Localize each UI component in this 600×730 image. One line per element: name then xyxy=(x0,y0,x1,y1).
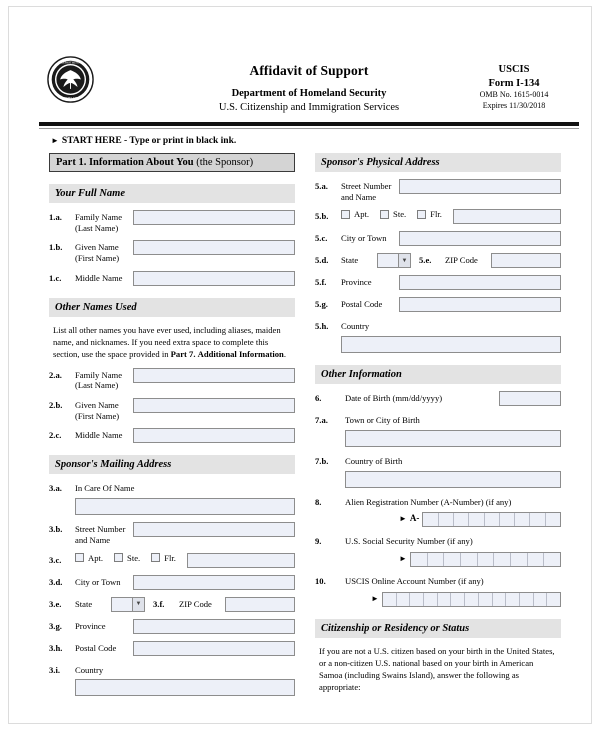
comb-cell[interactable] xyxy=(454,513,469,526)
field-row-3g xyxy=(49,619,295,634)
title-block xyxy=(159,63,459,113)
comb-cell[interactable] xyxy=(515,513,530,526)
section-label: Your Full Name xyxy=(55,188,126,199)
field-row-5b xyxy=(315,209,561,224)
item-number-5a: 5.a. xyxy=(315,181,328,191)
form-header xyxy=(9,7,591,113)
label-line-1: Family Name xyxy=(75,369,123,380)
other-names-instruction xyxy=(53,324,291,361)
label-city-5c: City or Town xyxy=(341,233,387,244)
item-number-10: 10. xyxy=(315,576,326,587)
triangle-icon: ► xyxy=(371,593,379,603)
item-number-3a: 3.a. xyxy=(49,483,62,494)
comb-cell[interactable] xyxy=(500,513,515,526)
comb-cell[interactable] xyxy=(534,593,548,606)
department-name: Department of Homeland Security xyxy=(231,88,387,99)
comb-cell[interactable] xyxy=(410,593,424,606)
item-number-1b: 1.b. xyxy=(49,242,63,253)
label-date-of-birth-6: Date of Birth (mm/dd/yyyy) xyxy=(345,393,443,404)
right-column xyxy=(315,153,561,696)
omb-number: OMB No. 1615-0014 xyxy=(479,90,549,100)
section-citizenship-status xyxy=(315,619,561,638)
input-ssn-9[interactable] xyxy=(410,552,561,567)
label-family-name-2a xyxy=(75,368,133,391)
checkbox-group-apt-5b[interactable] xyxy=(341,209,369,219)
triangle-icon: ► xyxy=(51,136,59,145)
section-label: Other Information xyxy=(321,369,402,381)
header-divider xyxy=(39,122,579,126)
page-title: Affidavit of Support xyxy=(249,63,369,78)
comb-cell[interactable] xyxy=(485,513,500,526)
item-number-3e: 3.e. xyxy=(49,598,62,609)
triangle-icon: ► xyxy=(399,514,407,524)
select-state-5d[interactable] xyxy=(377,253,411,268)
input-zip-3f[interactable] xyxy=(225,597,295,612)
dhs-seal-icon xyxy=(47,56,94,103)
section-other-names-used xyxy=(49,298,295,317)
expiration-date: Expires 11/30/2018 xyxy=(482,100,546,110)
label-given-name-1b xyxy=(75,240,133,263)
input-middle-name-2c[interactable] xyxy=(133,428,295,443)
input-zip-5e[interactable] xyxy=(491,253,561,268)
section-sponsors-physical-address xyxy=(315,153,561,172)
comb-cell[interactable] xyxy=(383,593,397,606)
checkbox-group-ste-5b[interactable] xyxy=(380,209,406,219)
comb-cell[interactable] xyxy=(546,513,560,526)
field-row-3e-3f xyxy=(49,597,295,612)
checkbox-group-flr-5b[interactable] xyxy=(417,209,442,219)
item-number-3c: 3.c. xyxy=(49,554,62,565)
input-town-of-birth-7a[interactable] xyxy=(345,430,561,447)
agency-name: U.S. Citizenship and Immigration Services xyxy=(218,102,400,113)
svg-text:HOMELAND: HOMELAND xyxy=(62,96,79,101)
label-state-5d: State xyxy=(341,255,359,266)
comb-cell[interactable] xyxy=(461,553,478,566)
label-street-3b xyxy=(75,522,133,545)
field-wrap-5h xyxy=(341,336,561,353)
input-uscis-account-10[interactable] xyxy=(382,592,561,607)
instruction-bold-1: Part 7. xyxy=(170,349,196,360)
field-row-5h-label xyxy=(315,319,561,332)
left-column xyxy=(49,153,295,696)
field-row-3b xyxy=(49,522,295,545)
instruction-bold-2: Additional Information xyxy=(197,349,284,360)
a-number-prefix: A- xyxy=(409,513,420,524)
label-apt: Apt. xyxy=(354,209,370,220)
chevron-down-icon[interactable]: ▼ xyxy=(132,598,144,611)
label-apt: Apt. xyxy=(88,552,104,563)
instruction-end: . xyxy=(283,349,286,360)
comb-cell[interactable] xyxy=(411,553,428,566)
field-row-7a-label xyxy=(315,413,561,426)
comb-cell[interactable] xyxy=(428,553,445,566)
field-row-2c xyxy=(49,428,295,443)
section-label: Other Names Used xyxy=(55,301,137,313)
label-zip-5e: ZIP Code xyxy=(445,255,478,266)
label-ste: Ste. xyxy=(127,552,141,563)
header-divider-thin xyxy=(39,128,579,129)
label-line-2: and Name xyxy=(341,191,377,202)
field-row-3i-label xyxy=(49,663,295,676)
form-sheet xyxy=(8,6,592,724)
comb-cell[interactable] xyxy=(478,553,495,566)
field-wrap-9 xyxy=(315,552,561,567)
part-1-title: Part 1. Information About You xyxy=(56,157,194,168)
item-number-5c: 5.c. xyxy=(315,233,328,244)
comb-cell[interactable] xyxy=(511,553,528,566)
label-uscis-account-10: USCIS Online Account Number (if any) xyxy=(345,576,484,587)
comb-cell[interactable] xyxy=(544,553,560,566)
checkbox-flr-3c[interactable] xyxy=(151,553,160,562)
item-number-2b: 2.b. xyxy=(49,400,63,411)
field-row-2a xyxy=(49,368,295,391)
field-row-5g xyxy=(315,297,561,312)
label-given-name-2b xyxy=(75,398,133,421)
input-province-3g[interactable] xyxy=(133,619,295,634)
section-your-full-name xyxy=(49,184,295,203)
comb-cell[interactable] xyxy=(397,593,411,606)
checkbox-apt-3c[interactable] xyxy=(75,553,84,562)
label-line-1: Street Number xyxy=(75,524,126,535)
comb-cell[interactable] xyxy=(444,553,461,566)
select-state-3e[interactable] xyxy=(111,597,145,612)
label-zip-3f: ZIP Code xyxy=(179,598,212,609)
label-line-2: (Last Name) xyxy=(75,222,119,233)
item-number-2c: 2.c. xyxy=(49,430,62,441)
item-number-9: 9. xyxy=(315,536,322,547)
item-number-3g: 3.g. xyxy=(49,620,62,631)
label-province-5f: Province xyxy=(341,277,372,288)
comb-cell[interactable] xyxy=(469,513,484,526)
input-country-3i[interactable] xyxy=(75,679,295,696)
input-city-3d[interactable] xyxy=(133,575,295,590)
field-row-7b-label xyxy=(315,454,561,467)
field-row-10-label xyxy=(315,574,561,587)
item-number-3i: 3.i. xyxy=(49,664,60,675)
item-number-5g: 5.g. xyxy=(315,299,328,310)
item-number-1a: 1.a. xyxy=(49,212,62,222)
comb-cell[interactable] xyxy=(438,593,452,606)
uscis-label: USCIS xyxy=(498,64,530,75)
section-label: Citizenship or Residency or Status xyxy=(321,622,470,634)
section-label: Sponsor's Mailing Address xyxy=(55,459,172,471)
label-alien-number-8: Alien Registration Number (A-Number) (if any) xyxy=(345,496,512,507)
item-number-5h: 5.h. xyxy=(315,321,329,332)
field-row-5d-5e xyxy=(315,253,561,268)
section-other-information xyxy=(315,365,561,384)
comb-cell[interactable] xyxy=(530,513,545,526)
comb-cell[interactable] xyxy=(423,513,438,526)
comb-cell[interactable] xyxy=(528,553,545,566)
label-state-3e: State xyxy=(75,598,93,609)
field-row-1c xyxy=(49,271,295,286)
field-row-3c xyxy=(49,553,295,568)
input-apt-number-3c[interactable] xyxy=(187,553,295,568)
label-town-of-birth-7a: Town or City of Birth xyxy=(345,415,420,426)
label-postal-3h: Postal Code xyxy=(75,642,117,653)
item-number-5e: 5.e. xyxy=(419,255,432,266)
label-ste: Ste. xyxy=(393,209,407,220)
section-sponsors-mailing-address xyxy=(49,455,295,474)
chevron-down-icon[interactable]: ▼ xyxy=(398,254,410,267)
svg-text:DEPARTMENT: DEPARTMENT xyxy=(61,60,80,65)
input-city-5c[interactable] xyxy=(399,231,561,246)
field-row-5c xyxy=(315,231,561,246)
item-number-5b: 5.b. xyxy=(315,211,329,222)
input-country-5h[interactable] xyxy=(341,336,561,353)
input-given-name-1b[interactable] xyxy=(133,240,295,255)
label-middle-name-2c: Middle Name xyxy=(75,430,123,441)
field-row-2b xyxy=(49,398,295,421)
input-date-of-birth-6[interactable] xyxy=(499,391,561,406)
label-country-of-birth-7b: Country of Birth xyxy=(345,455,403,466)
label-province-3g: Province xyxy=(75,620,106,631)
label-ssn-9: U.S. Social Security Number (if any) xyxy=(345,536,473,547)
comb-cell[interactable] xyxy=(439,513,454,526)
comb-cell[interactable] xyxy=(547,593,560,606)
part-1-header xyxy=(49,153,295,172)
label-in-care-of-3a: In Care Of Name xyxy=(75,483,135,494)
label-line-1: Family Name xyxy=(75,212,123,222)
comb-cell[interactable] xyxy=(506,593,520,606)
part-1-subtitle: (the Sponsor) xyxy=(196,157,254,168)
label-family-name-1a xyxy=(75,210,133,233)
checkbox-flr-5b[interactable] xyxy=(417,210,426,219)
input-province-5f[interactable] xyxy=(399,275,561,290)
checkbox-apt-5b[interactable] xyxy=(341,210,350,219)
item-number-3f: 3.f. xyxy=(153,598,165,609)
comb-cell[interactable] xyxy=(465,593,479,606)
label-line-1: Given Name xyxy=(75,400,119,411)
field-wrap-3i xyxy=(75,679,295,696)
item-number-3h: 3.h. xyxy=(49,642,63,653)
comb-cell[interactable] xyxy=(451,593,465,606)
field-wrap-8 xyxy=(315,512,561,527)
input-country-of-birth-7b[interactable] xyxy=(345,471,561,488)
checkbox-ste-5b[interactable] xyxy=(380,210,389,219)
field-row-1b xyxy=(49,240,295,263)
item-number-2a: 2.a. xyxy=(49,369,62,380)
item-number-6: 6. xyxy=(315,393,322,404)
comb-cell[interactable] xyxy=(479,593,493,606)
field-row-3h xyxy=(49,641,295,656)
field-wrap-3a xyxy=(75,498,295,515)
field-row-3d xyxy=(49,575,295,590)
label-line-2: and Name xyxy=(75,534,111,545)
field-wrap-7a xyxy=(345,430,561,447)
field-row-9-label xyxy=(315,534,561,547)
label-country-3i: Country xyxy=(75,664,104,675)
input-given-name-2b[interactable] xyxy=(133,398,295,413)
item-number-8: 8. xyxy=(315,496,322,507)
label-country-5h: Country xyxy=(341,321,370,332)
label-line-2: (First Name) xyxy=(75,410,120,421)
field-wrap-10 xyxy=(315,592,561,607)
comb-cell[interactable] xyxy=(494,553,511,566)
input-postal-5g[interactable] xyxy=(399,297,561,312)
item-number-3d: 3.d. xyxy=(49,576,63,587)
field-wrap-7b xyxy=(345,471,561,488)
input-middle-name-1c[interactable] xyxy=(133,271,295,286)
start-here-text: START HERE - Type or print in black ink. xyxy=(61,136,237,146)
item-number-7b: 7.b. xyxy=(315,455,329,466)
checkbox-ste-3c[interactable] xyxy=(114,553,123,562)
field-row-5f xyxy=(315,275,561,290)
item-number-7a: 7.a. xyxy=(315,415,328,426)
input-alien-number-8[interactable] xyxy=(422,512,561,527)
input-postal-3h[interactable] xyxy=(133,641,295,656)
form-id-block xyxy=(459,63,569,111)
input-family-name-2a[interactable] xyxy=(133,368,295,383)
input-in-care-of-3a[interactable] xyxy=(75,498,295,515)
checkbox-group-ste-3c[interactable] xyxy=(114,553,140,563)
comb-cell[interactable] xyxy=(520,593,534,606)
item-number-3b: 3.b. xyxy=(49,524,63,535)
section-label: Sponsor's Physical Address xyxy=(321,157,440,168)
field-row-5a xyxy=(315,179,561,202)
label-line-2: (Last Name) xyxy=(75,380,119,391)
field-row-6 xyxy=(315,391,561,406)
label-street-5a xyxy=(341,179,399,202)
label-city-3d: City or Town xyxy=(75,576,121,587)
field-row-3a-label xyxy=(49,481,295,494)
checkbox-group-apt-3c[interactable] xyxy=(75,553,103,563)
item-number-5f: 5.f. xyxy=(315,277,327,288)
label-line-1: Street Number xyxy=(341,181,392,191)
input-street-3b[interactable] xyxy=(133,522,295,537)
label-line-2: (First Name) xyxy=(75,253,120,264)
field-row-8-label xyxy=(315,495,561,508)
citizenship-instruction: If you are not a U.S. citizen based on your birth in the United States, or a non-citizen U.S. national based on your birth in American Samoa (including Swains Island), answer the following as appropriate: xyxy=(319,645,555,693)
item-number-1c: 1.c. xyxy=(49,272,62,283)
label-postal-5g: Postal Code xyxy=(341,299,383,310)
label-flr: Flr. xyxy=(430,209,442,220)
label-line-1: Given Name xyxy=(75,242,119,253)
comb-cell[interactable] xyxy=(493,593,507,606)
triangle-icon: ► xyxy=(399,554,407,564)
checkbox-group-flr-3c[interactable] xyxy=(151,553,176,563)
comb-cell[interactable] xyxy=(424,593,438,606)
label-middle-name-1c: Middle Name xyxy=(75,272,123,283)
start-here-instruction xyxy=(51,136,236,146)
instruction-text: List all other names you have ever used, including aliases, maiden name, and nicknames. If you need extra space to complete this section, use the space provided in xyxy=(53,324,281,360)
form-number: Form I-134 xyxy=(488,77,540,89)
item-number-5d: 5.d. xyxy=(315,255,329,266)
field-row-1a xyxy=(49,210,295,233)
label-flr: Flr. xyxy=(164,552,176,563)
input-family-name-1a[interactable] xyxy=(133,210,295,225)
input-street-5a[interactable] xyxy=(399,179,561,194)
input-apt-number-5b[interactable] xyxy=(453,209,561,224)
